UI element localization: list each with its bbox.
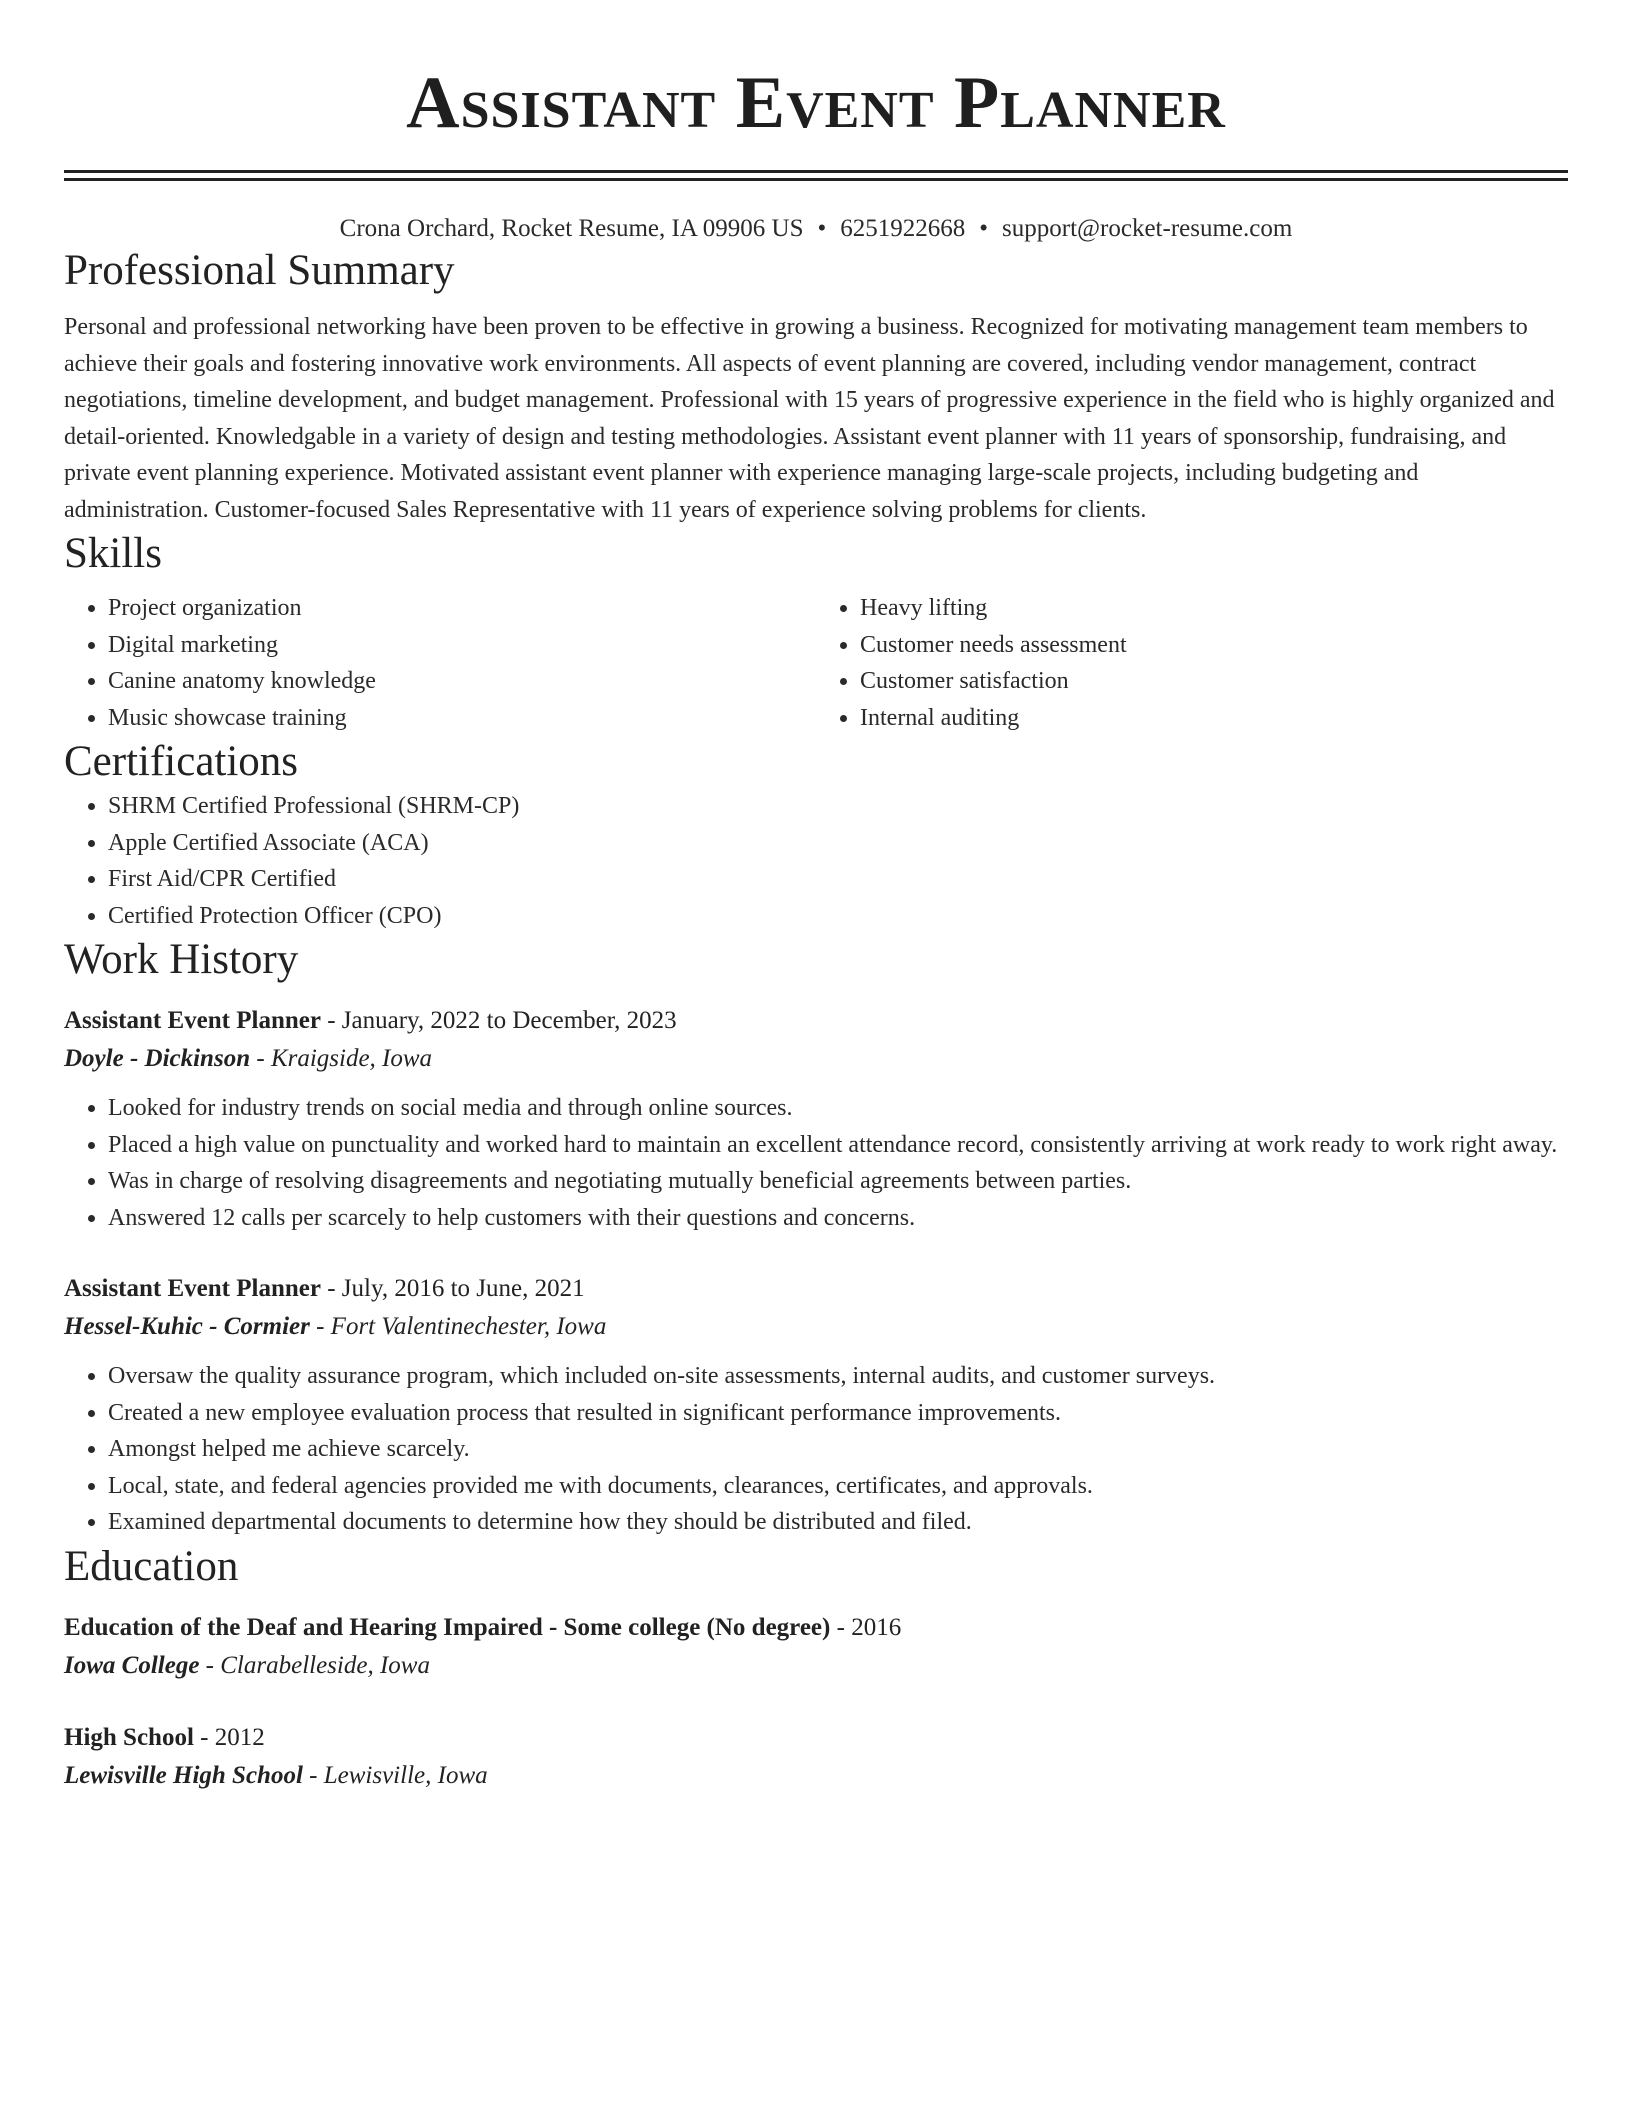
job-bullet: • Local, state, and federal agencies provided me with documents, clearances, certificates, and approvals. [108, 1468, 1568, 1505]
job-bullets [64, 1090, 1568, 1236]
contact-email: support@rocket-resume.com [1002, 215, 1293, 242]
dash-separator: - [309, 1313, 331, 1340]
dash-separator: - [320, 1275, 342, 1302]
dash-separator: - [193, 1723, 215, 1751]
education-entry [64, 1719, 1568, 1795]
job-entry [64, 1270, 1568, 1541]
contact-line [64, 213, 1568, 245]
education-location: Clarabelleside, Iowa [220, 1651, 430, 1679]
job-title: Assistant Event Planner [64, 1007, 321, 1034]
contact-address: Crona Orchard, Rocket Resume, IA 09906 US [339, 215, 804, 242]
job-location: Kraigside, Iowa [270, 1045, 433, 1072]
summary-heading: Professional Summary [64, 247, 455, 294]
job-bullet: • Placed a high value on punctuality and worked hard to maintain an excellent attendance record, consistently arriving at work ready to work right away. [108, 1127, 1568, 1164]
contact-separator: • [817, 215, 827, 242]
education-degree-line [64, 1609, 1568, 1647]
certification-item: • Certified Protection Officer (CPO) [108, 898, 1568, 935]
job-bullet: • Created a new employee evaluation process that resulted in significant performance improvements. [108, 1395, 1568, 1432]
resume-title: Assistant Event Planner [406, 62, 1226, 144]
certifications-heading: Certifications [64, 738, 299, 785]
job-location: Fort Valentinechester, Iowa [330, 1313, 607, 1340]
skill-item: • Music showcase training [108, 700, 816, 737]
job-title-line [64, 1002, 1568, 1040]
job-bullet: • Was in charge of resolving disagreements and negotiating mutually beneficial agreements between parties. [108, 1163, 1568, 1200]
skills-list-right [816, 590, 1568, 736]
job-dates: July, 2016 to June, 2021 [341, 1275, 585, 1302]
skill-item: • Project organization [108, 590, 816, 627]
certifications-list [64, 788, 1568, 934]
education-degree: Education of the Deaf and Hearing Impaired - Some college (No degree) [64, 1613, 831, 1641]
education-school-line [64, 1757, 1568, 1795]
certification-item: • First Aid/CPR Certified [108, 861, 1568, 898]
job-company: Doyle - Dickinson [64, 1045, 251, 1072]
job-dates: January, 2022 to December, 2023 [341, 1007, 677, 1034]
contact-separator: • [979, 215, 989, 242]
dash-separator: - [302, 1761, 324, 1789]
education-degree-line [64, 1719, 1568, 1757]
skill-item: • Internal auditing [860, 700, 1568, 737]
job-bullets [64, 1358, 1568, 1541]
job-bullet: • Looked for industry trends on social media and through online sources. [108, 1090, 1568, 1127]
skill-item: • Digital marketing [108, 627, 816, 664]
education-year: 2012 [214, 1723, 265, 1751]
education-year: 2016 [851, 1613, 902, 1641]
title-double-rule [64, 170, 1568, 181]
dash-separator: - [199, 1651, 221, 1679]
certification-item: • SHRM Certified Professional (SHRM-CP) [108, 788, 1568, 825]
skill-item: • Customer needs assessment [860, 627, 1568, 664]
education-school: Iowa College [64, 1651, 200, 1679]
education-entry [64, 1609, 1568, 1685]
education-school-line [64, 1647, 1568, 1685]
skill-item: • Heavy lifting [860, 590, 1568, 627]
dash-separator: - [250, 1045, 271, 1072]
job-bullet: • Answered 12 calls per scarcely to help customers with their questions and concerns. [108, 1200, 1568, 1237]
contact-phone: 6251922668 [840, 215, 966, 242]
job-title-line [64, 1270, 1568, 1308]
job-bullet: • Oversaw the quality assurance program, which included on-site assessments, internal audits, and customer surveys. [108, 1358, 1568, 1395]
skill-item: • Canine anatomy knowledge [108, 663, 816, 700]
job-bullet: • Amongst helped me achieve scarcely. [108, 1431, 1568, 1468]
job-company: Hessel-Kuhic - Cormier [64, 1313, 310, 1340]
summary-text: Personal and professional networking have been proven to be effective in growing a business. Recognized for motivating management team members to achieve their goals and fostering innovative work environments. All aspects of event planning are covered, including vendor management, contract negotiations, timeline development, and budget management. Professional with 15 years of progressive experience in the field who is highly organized and detail-oriented. Knowledgable in a variety of design and testing methodologies. Assistant event planner with 11 years of sponsorship, fundraising, and private event planning experience. Motivated assistant event planner with experience managing large-scale projects, including budgeting and administration. Customer-focused Sales Representative with 11 years of experience solving problems for clients. [64, 314, 1555, 523]
skill-item: • Customer satisfaction [860, 663, 1568, 700]
education-degree: High School [64, 1723, 194, 1751]
job-company-line [64, 1308, 1568, 1346]
certification-item: • Apple Certified Associate (ACA) [108, 825, 1568, 862]
dash-separator: - [320, 1007, 342, 1034]
education-heading: Education [64, 1542, 239, 1590]
skills-heading: Skills [64, 530, 162, 577]
education-school: Lewisville High School [64, 1761, 303, 1789]
dash-separator: - [830, 1613, 852, 1641]
skills-columns [64, 590, 1568, 736]
job-entry [64, 1002, 1568, 1236]
job-bullet: • Examined departmental documents to determine how they should be distributed and filed. [108, 1504, 1568, 1541]
education-location: Lewisville, Iowa [323, 1761, 488, 1789]
job-title: Assistant Event Planner [64, 1275, 321, 1302]
job-company-line [64, 1040, 1568, 1078]
skills-list-left [64, 590, 816, 736]
work-history-heading: Work History [64, 936, 299, 983]
